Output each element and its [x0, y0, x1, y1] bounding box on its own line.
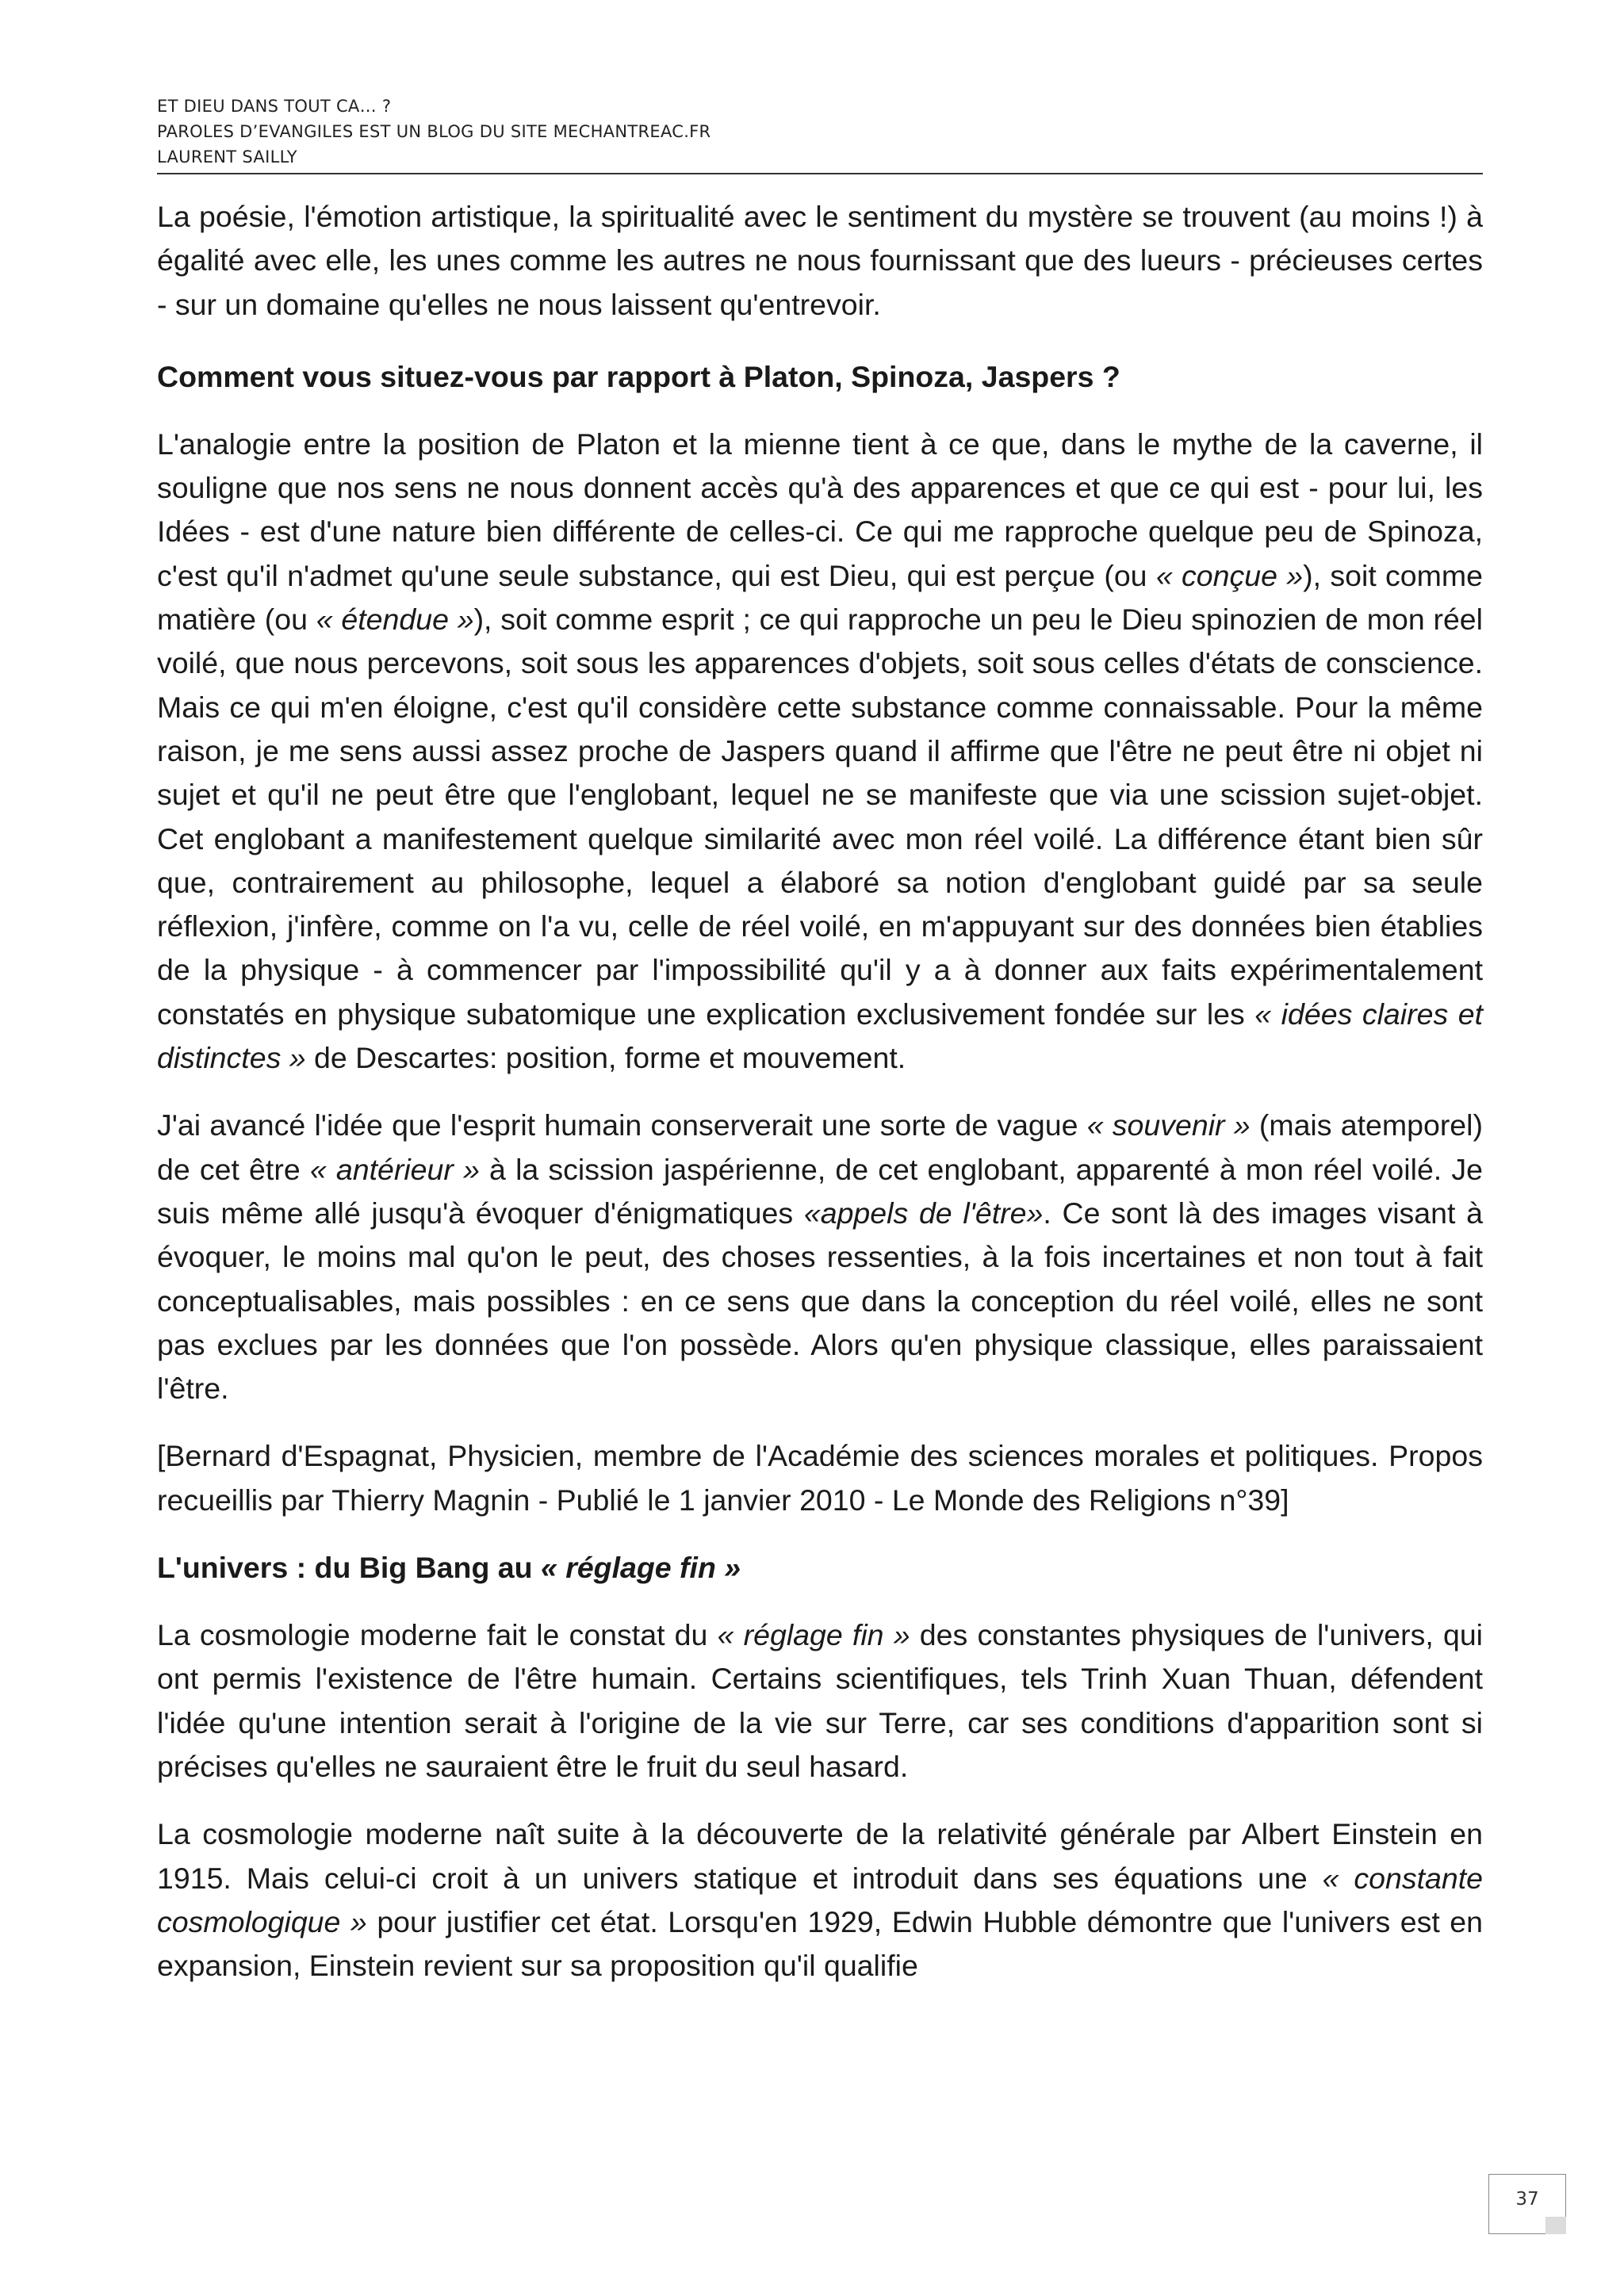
paragraph-platon-spinoza-jaspers — [157, 423, 1483, 1080]
question-heading: Comment vous situez-vous par rapport à Platon, Spinoza, Jaspers ? — [157, 359, 1120, 393]
quote-italic: « étendue » — [316, 603, 474, 637]
quote-italic: « antérieur » — [309, 1152, 480, 1186]
text-run: J'ai avancé l'idée que l'esprit humain conserverait une sorte de vague — [157, 1108, 1087, 1142]
header-title: ET DIEU DANS TOUT CA… ? — [157, 97, 392, 116]
quote-italic: « souvenir » — [1086, 1108, 1251, 1142]
text-run: pour justifier cet état. Lorsqu'en 1929, Edwin Hubble démontre que l'univers est en expansion, Einstein revient sur sa proposition qu'il qualifie — [157, 1904, 1483, 1983]
quote-italic: « idées claires et distinctes » — [157, 997, 1483, 1075]
paragraph-souvenir — [157, 1104, 1483, 1410]
text-run: de Descartes: position, forme et mouvement. — [305, 1041, 906, 1075]
quote-italic: « réglage fin » — [717, 1618, 910, 1652]
text-run: La cosmologie moderne naît suite à la découverte de la relativité générale par Albert Einstein en 1915. Mais celui-ci croit à un univers statique et introduit dans ses équations une — [157, 1817, 1483, 1895]
text-run: des constantes physiques de l'univers, qui ont permis l'existence de l'être humain. Certains scientifiques, tels Trinh Xuan Thuan, défendent l'idée qu'une intention serait à l'origine de la vie sur Terre, car ses conditions d'apparition sont si précises qu'elles ne sauraient être le fruit du seul hasard. — [157, 1618, 1484, 1783]
section-heading-univers — [157, 1546, 1483, 1590]
text-run: La cosmologie moderne fait le constat du — [157, 1618, 718, 1652]
text-run: ), soit comme esprit ; ce qui rapproche un peu le Dieu spinozien de mon réel voilé, que nous percevons, soit sous les apparences d'objets, soit sous celles d'états de conscience. Mais ce qui m'en éloigne, c'est qu'il considère cette substance comme connaissable. Pour la même raison, je me sens aussi assez proche de Jaspers quand il affirme que l'être ne peut être ni objet ni sujet et qu'il ne peut être que l'englobant, lequel ne se manifeste que via une scission sujet-objet. Cet englobant a manifestement quelque similarité avec mon réel voilé. La différence étant bien sûr que, contrairement au philosophe, lequel a élaboré sa notion d'englobant guidé par sa seule réflexion, j'infère, comme on l'a vu, celle de réel voilé, en m'appuyant sur des données bien établies de la physique - à commencer par l'impossibilité qu'il y a à donner aux faits expérimentalement constatés en physique subatomique une explication exclusivement fondée sur les — [157, 603, 1483, 1031]
paragraph-citation: [Bernard d'Espagnat, Physicien, membre de l'Académie des sciences morales et politiques. Propos recueillis par Thierry Magnin - Publié le 1 janvier 2010 - Le Monde des Religions n°39] — [157, 1439, 1483, 1517]
page-number: 37 — [1515, 2189, 1539, 2210]
paragraph-cosmologie — [157, 1812, 1483, 1988]
document-body — [157, 195, 1483, 2011]
heading-italic: « réglage fin » — [540, 1551, 741, 1585]
header-author: LAURENT SAILLY — [157, 147, 297, 166]
quote-italic: « constante cosmologique » — [157, 1861, 1483, 1938]
text-run: . Ce sont là des images visant à évoquer, le moins mal qu'on le peut, des choses ressenties, à la fois incertaines et non tout à fait conceptualisables, mais possibles : en ce sens que dans la conception du réel voilé, elles ne sont pas exclues par les données que l'on possède. Alors qu'en physique classique, elles paraissaient l'être. — [157, 1196, 1483, 1406]
page-header — [157, 94, 1483, 174]
text-run: à la scission jaspérienne, de cet englobant, apparenté à mon réel voilé. Je suis même allé jusqu'à évoquer d'énigmatiques — [157, 1152, 1483, 1230]
heading-text: L'univers : du Big Bang au — [157, 1551, 541, 1585]
paragraph-reglage-fin — [157, 1613, 1483, 1789]
quote-italic: «appels de l'être» — [803, 1196, 1044, 1230]
paragraph-poetry: La poésie, l'émotion artistique, la spiritualité avec le sentiment du mystère se trouvent (au moins !) à égalité avec elle, les unes comme les autres ne nous fournissant que des lueurs - précieuses certes - sur un domaine qu'elles ne nous laissent qu'entrevoir. — [157, 200, 1483, 321]
text-run: L'analogie entre la position de Platon et la mienne tient à ce que, dans le mythe de la caverne, il souligne que nos sens ne nous donnent accès qu'à des apparences et que ce qui est - pour lui, les Idées - est d'une nature bien différente de celles-ci. Ce qui me rapproche quelque peu de Spinoza, c'est qu'il n'admet qu'une seule substance, qui est Dieu, qui est perçue (ou — [157, 427, 1483, 592]
text-run: ), soit comme matière (ou — [157, 558, 1483, 637]
quote-italic: « conçue » — [1155, 558, 1304, 592]
header-subtitle: PAROLES D’EVANGILES EST UN BLOG DU SITE MECHANTREAC.FR — [157, 122, 711, 141]
text-run: (mais atemporel) de cet être — [157, 1108, 1483, 1186]
page-number-box — [1488, 2174, 1566, 2234]
